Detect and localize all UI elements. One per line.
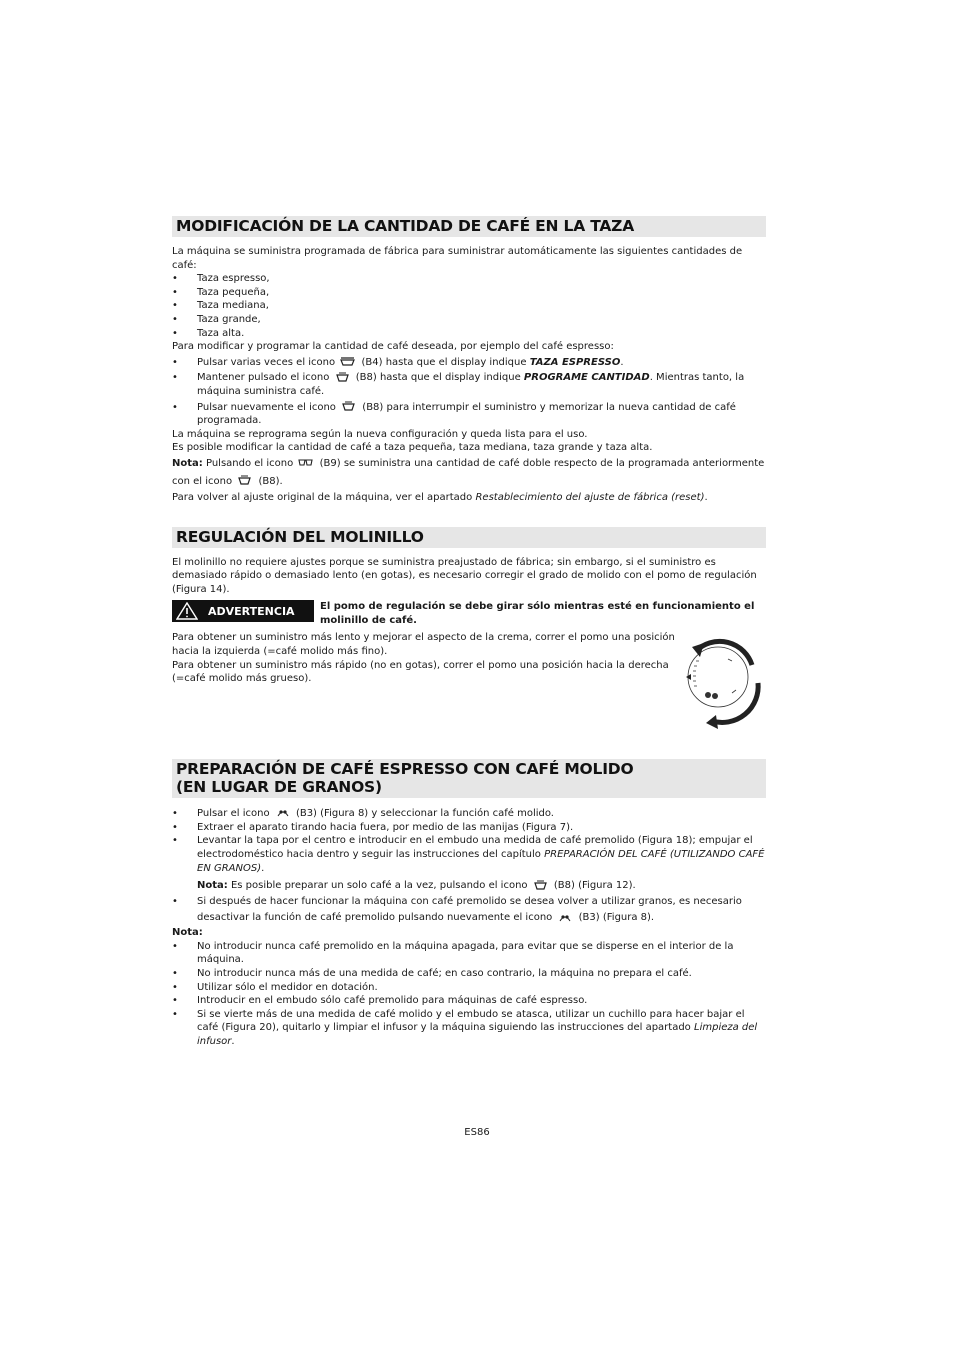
ground-coffee-icon	[557, 912, 573, 923]
heading-line: (EN LUGAR DE GRANOS)	[176, 777, 382, 796]
faster-text: Para obtener un suministro más rápido (no en gotas), correr el pomo una posición hacia la derecha (=café molido más grueso).	[172, 659, 669, 685]
single-coffee-icon	[533, 880, 549, 891]
single-coffee-icon	[341, 401, 357, 412]
list-item: • No introducir nunca más de una medida de café; en caso contrario, la máquina no prepara el café.	[172, 967, 766, 981]
single-coffee-icon	[237, 475, 253, 486]
quantity-intro: La máquina se suministra programada de fábrica para suministrar automáticamente las siguientes cantidades de café:	[172, 246, 743, 271]
section-heading-grinder: REGULACIÓN DEL MOLINILLO	[172, 527, 766, 548]
notes-list	[172, 940, 766, 1049]
section-heading-ground-coffee	[172, 759, 766, 798]
list-item: • Si después de hacer funcionar la máquina con café premolido se desea volver a utilizar granos, es necesario desactivar la función de café premolido pulsando nuevamente el icono (B3) (Figura 8).	[172, 894, 766, 926]
list-note: Nota: Es posible preparar un solo café a la vez, pulsando el icono (B8) (Figura 12).	[197, 880, 636, 892]
list-item: • Pulsar varias veces el icono (B4) hasta que el display indique TAZA ESPRESSO.	[172, 356, 766, 370]
program-steps	[172, 356, 766, 428]
cup-size-list	[172, 272, 766, 340]
reset-text: Para volver al ajuste original de la máquina, ver el apartado Restablecimiento del ajuste de fábrica (reset).	[172, 491, 708, 503]
list-item: • Pulsar el icono (B3) (Figura 8) y seleccionar la función café molido.	[172, 806, 766, 821]
double-coffee-note: Nota: Pulsando el icono (B9) se suministra una cantidad de café doble respecto de la programada anteriormente con el icono (B8).	[172, 457, 765, 487]
modify-text: Es posible modificar la cantidad de café a taza pequeña, taza mediana, taza grande y taza alta.	[172, 442, 653, 454]
single-coffee-icon	[335, 372, 351, 383]
notes-label: Nota:	[172, 927, 203, 939]
list-item: • Taza grande,	[172, 313, 766, 327]
ground-coffee-steps	[172, 806, 766, 926]
grinder-knob-figure	[682, 625, 768, 731]
warning-text: El pomo de regulación se debe girar sólo mientras esté en funcionamiento el molinillo de café.	[320, 601, 755, 626]
list-item: • Levantar la tapa por el centro e introducir en el embudo una medida de café premolido (Figura 18); empujar el electrodoméstico hacia dentro y seguir las instrucciones del capítulo PREPARACIÓN DEL CAFÉ (UTILIZANDO CAFÉ EN GRANOS). Nota: Es posible preparar un solo café a la vez, pulsando el icono (B8) (Figura 12).	[172, 834, 766, 894]
list-item: • Taza espresso,	[172, 272, 766, 286]
slower-text: Para obtener un suministro más lento y mejorar el aspecto de la crema, correr el pomo una posición hacia la izquierda (=café molido más fino).	[172, 632, 675, 658]
list-item: • Utilizar sólo el medidor en dotación.	[172, 981, 766, 995]
page-number: ES86	[464, 1127, 490, 1138]
list-item: • Taza mediana,	[172, 299, 766, 313]
list-item: • Extraer el aparato tirando hacia fuera, por medio de las manijas (Figura 7).	[172, 821, 766, 835]
warning-box	[172, 600, 766, 627]
ground-coffee-icon	[275, 807, 291, 818]
double-coffee-icon	[298, 457, 314, 468]
warning-badge	[172, 600, 314, 622]
heading-line: PREPARACIÓN DE CAFÉ ESPRESSO CON CAFÉ MOLIDO	[176, 759, 634, 778]
list-item: • Si se vierte más de una medida de café molido y el embudo se atasca, utilizar un cuchillo para hacer bajar el café (Figura 20), quitarlo y limpiar el infusor y la máquina siguiendo las instrucciones del apartado Limpieza del infusor.	[172, 1008, 766, 1049]
list-item: • Taza pequeña,	[172, 286, 766, 300]
list-item: • Mantener pulsado el icono (B8) hasta que el display indique PROGRAME CANTIDAD. Mientras tanto, la máquina suministra café.	[172, 371, 766, 398]
cup-size-icon	[340, 356, 356, 367]
program-intro: Para modificar y programar la cantidad de café deseada, por ejemplo del café espresso:	[172, 341, 614, 353]
grinder-intro: El molinillo no requiere ajustes porque se suministra preajustado de fábrica; sin embargo, si el suministro es demasiado rápido o demasiado lento (en gotas), es necesario corregir el grado de molido con el pomo de regulación (Figura 14).	[172, 556, 757, 595]
section-heading-quantity: MODIFICACIÓN DE LA CANTIDAD DE CAFÉ EN LA TAZA	[172, 216, 766, 237]
list-item: • Pulsar nuevamente el icono (B8) para interrumpir el suministro y memorizar la nueva cantidad de café programada.	[172, 401, 766, 428]
list-item: • No introducir nunca café premolido en la máquina apagada, para evitar que se disperse en el interior de la máquina.	[172, 940, 766, 967]
grinder-adjust-block	[172, 631, 766, 685]
warning-label: ADVERTENCIA	[208, 604, 295, 618]
list-item: • Taza alta.	[172, 327, 766, 341]
warning-icon	[176, 602, 198, 620]
list-item: • Introducir en el embudo sólo café premolido para máquinas de café espresso.	[172, 994, 766, 1008]
page-content	[172, 216, 766, 1049]
reprogram-text: La máquina se reprograma según la nueva configuración y queda lista para el uso.	[172, 428, 588, 440]
